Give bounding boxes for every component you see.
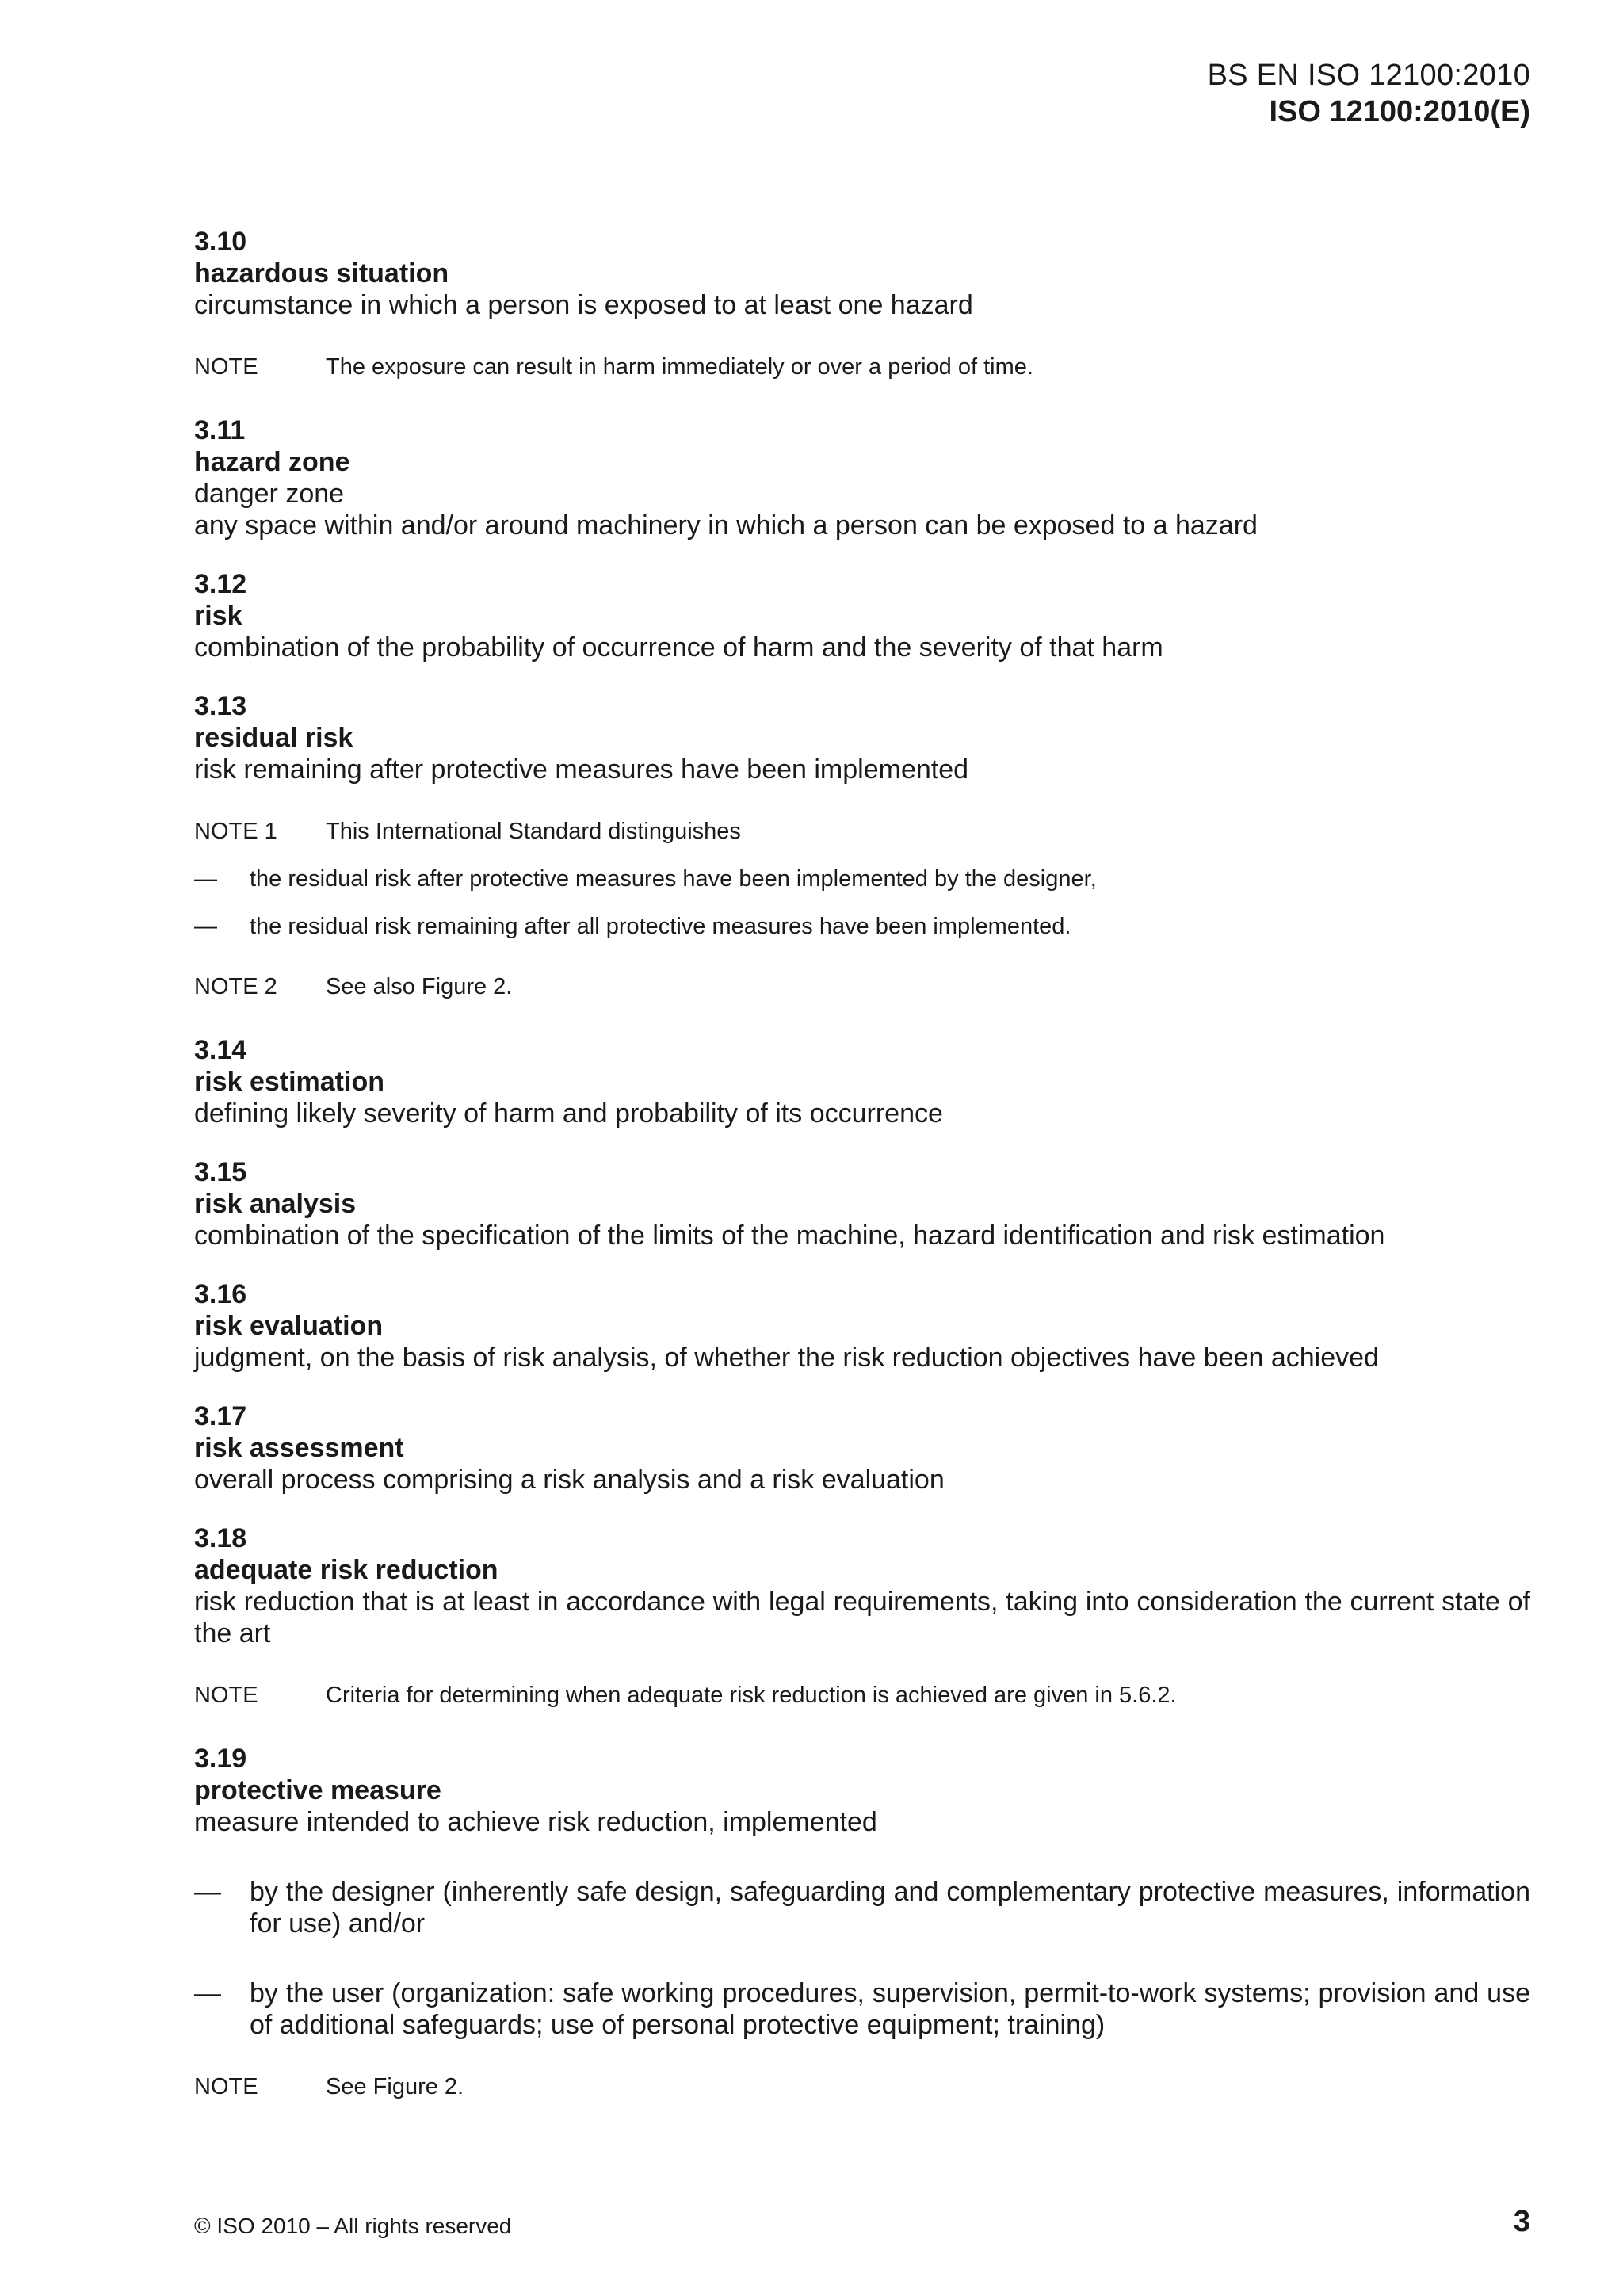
term-definition: combination of the probability of occurrence of harm and the severity of that harm (194, 632, 1163, 663)
term-name: risk analysis (194, 1189, 357, 1219)
term-note (194, 2073, 1530, 2101)
term-definition: circumstance in which a person is exposed to at least one hazard (194, 290, 973, 320)
term-entry (194, 1156, 1530, 1251)
page-number: 3 (1513, 2205, 1530, 2238)
note-label: NOTE 2 (194, 974, 277, 999)
note-text: See Figure 2. (326, 2074, 464, 2099)
term-definition: combination of the specification of the limits of the machine, hazard identification and risk estimation (194, 1221, 1385, 1251)
note-list-item (194, 865, 1530, 893)
em-dash: — (194, 1978, 221, 2008)
term-number: 3.19 (194, 1744, 247, 1774)
term-note (194, 817, 1530, 846)
term-definition: defining likely severity of harm and probability of its occurrence (194, 1098, 943, 1129)
note-text: This International Standard distinguishes (326, 819, 741, 844)
term-entry (194, 568, 1530, 663)
em-dash: — (194, 914, 217, 939)
term-entry (194, 1400, 1530, 1496)
term-name: risk estimation (194, 1067, 384, 1097)
term-name: residual risk (194, 723, 353, 753)
term-definition: any space within and/or around machinery in which a person can be exposed to a hazard (194, 510, 1258, 541)
term-note (194, 353, 1530, 381)
term-definition: measure intended to achieve risk reduction, implemented (194, 1807, 877, 1837)
footer-copyright: © ISO 2010 – All rights reserved (194, 2214, 512, 2238)
note-text: See also Figure 2. (326, 974, 513, 999)
page-header (1208, 57, 1530, 130)
note-label: NOTE (194, 2074, 258, 2099)
term-number: 3.12 (194, 569, 247, 599)
em-dash: — (194, 866, 217, 892)
term-number: 3.10 (194, 227, 247, 257)
term-number: 3.11 (194, 415, 246, 445)
definition-list-item (194, 1876, 1530, 1939)
note-label: NOTE (194, 1683, 258, 1708)
term-name: risk evaluation (194, 1311, 384, 1341)
list-item-text: the residual risk after protective measures have been implemented by the designer, (250, 866, 1097, 892)
term-name: protective measure (194, 1775, 441, 1805)
term-synonym: danger zone (194, 479, 345, 509)
note-label: NOTE (194, 354, 258, 380)
term-name: hazard zone (194, 447, 350, 477)
definition-list-item (194, 1977, 1530, 2041)
term-definition: risk remaining after protective measures have been implemented (194, 755, 969, 785)
document-body (194, 226, 1530, 2134)
term-entry (194, 1278, 1530, 1373)
term-name: hazardous situation (194, 258, 449, 288)
term-number: 3.17 (194, 1401, 247, 1431)
list-item-text: by the designer (inherently safe design, safeguarding and complementary protective measures, information for use) and/or (250, 1877, 1530, 1939)
term-note (194, 1681, 1530, 1710)
term-number: 3.14 (194, 1035, 247, 1065)
term-name: risk (194, 601, 242, 631)
em-dash: — (194, 1877, 221, 1907)
term-number: 3.13 (194, 691, 247, 721)
term-number: 3.16 (194, 1279, 247, 1309)
term-entry (194, 690, 1530, 1001)
note-label: NOTE 1 (194, 819, 277, 844)
term-definition: risk reduction that is at least in accordance with legal requirements, taking into consideration the current state of the art (194, 1587, 1530, 1648)
term-name: risk assessment (194, 1433, 404, 1463)
term-definition: judgment, on the basis of risk analysis, of whether the risk reduction objectives have been achieved (194, 1343, 1379, 1373)
term-entry (194, 1034, 1530, 1129)
list-item-text: the residual risk remaining after all protective measures have been implemented. (250, 914, 1071, 939)
term-entry (194, 1743, 1530, 2101)
term-name: adequate risk reduction (194, 1555, 498, 1585)
term-entry (194, 415, 1530, 541)
note-text: The exposure can result in harm immediately or over a period of time. (326, 354, 1033, 380)
list-item-text: by the user (organization: safe working procedures, supervision, permit-to-work systems; provision and use of additional safeguards; use of personal protective equipment; training) (250, 1978, 1530, 2040)
term-entry (194, 226, 1530, 381)
term-entry (194, 1522, 1530, 1710)
term-number: 3.18 (194, 1523, 247, 1553)
header-standard-bs: BS EN ISO 12100:2010 (1207, 59, 1530, 92)
note-text: Criteria for determining when adequate risk reduction is achieved are given in 5.6.2. (326, 1683, 1177, 1708)
term-number: 3.15 (194, 1157, 247, 1187)
term-definition: overall process comprising a risk analysis and a risk evaluation (194, 1465, 945, 1495)
header-standard-iso: ISO 12100:2010(E) (1269, 95, 1530, 128)
note-list-item (194, 912, 1530, 941)
term-note (194, 972, 1530, 1001)
